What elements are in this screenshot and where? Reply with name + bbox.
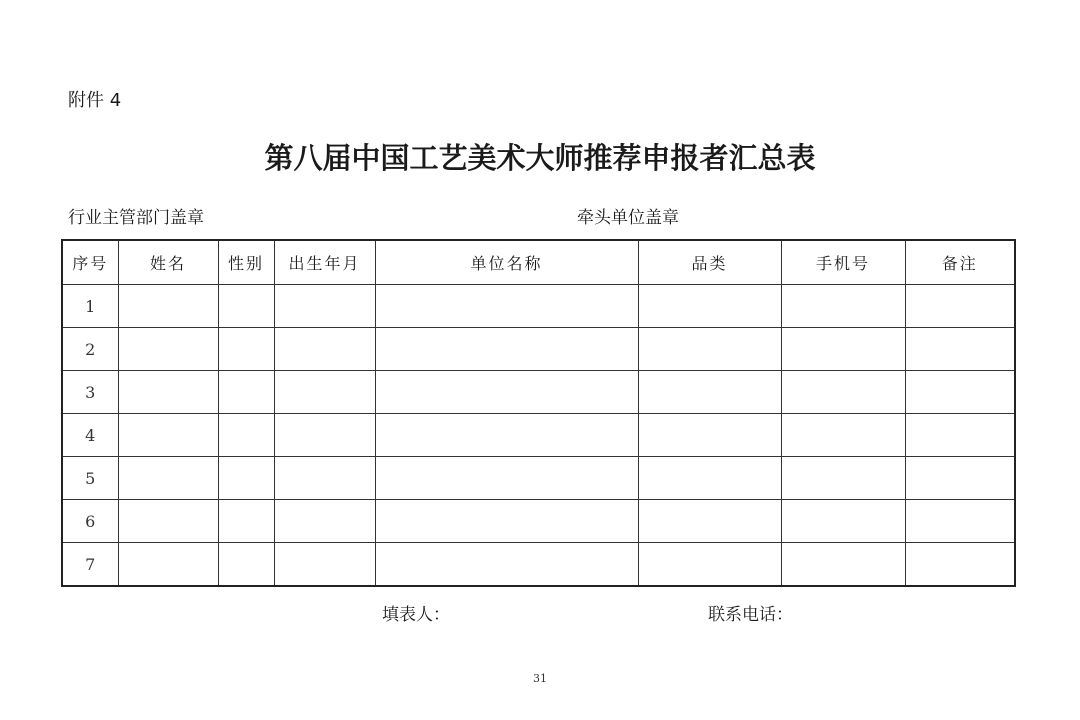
table-row xyxy=(62,371,1015,414)
birth-date-cell[interactable] xyxy=(274,285,375,328)
mobile-cell[interactable] xyxy=(781,457,905,500)
organization-cell[interactable] xyxy=(375,371,638,414)
gender-cell[interactable] xyxy=(218,371,274,414)
name-cell[interactable] xyxy=(118,285,218,328)
category-cell[interactable] xyxy=(638,414,781,457)
table-header-row xyxy=(62,240,1015,285)
header-mobile: 手机号 xyxy=(781,240,905,285)
name-cell[interactable] xyxy=(118,543,218,587)
birth-date-cell[interactable] xyxy=(274,543,375,587)
mobile-cell[interactable] xyxy=(781,371,905,414)
table-row xyxy=(62,457,1015,500)
organization-cell[interactable] xyxy=(375,285,638,328)
remarks-cell[interactable] xyxy=(905,500,1015,543)
table-row xyxy=(62,543,1015,587)
remarks-cell[interactable] xyxy=(905,371,1015,414)
name-cell[interactable] xyxy=(118,371,218,414)
gender-cell[interactable] xyxy=(218,543,274,587)
nominee-summary-table xyxy=(61,239,1016,587)
birth-date-cell[interactable] xyxy=(274,328,375,371)
header-organization: 单位名称 xyxy=(375,240,638,285)
mobile-cell[interactable] xyxy=(781,543,905,587)
document-title: 第八届中国工艺美术大师推荐申报者汇总表 xyxy=(264,141,816,175)
header-serial: 序号 xyxy=(62,240,118,285)
lead-unit-stamp-label: 牵头单位盖章 xyxy=(577,208,679,228)
mobile-cell[interactable] xyxy=(781,285,905,328)
mobile-cell[interactable] xyxy=(781,414,905,457)
table-row xyxy=(62,328,1015,371)
attachment-label: 附件 4 xyxy=(68,90,122,111)
remarks-cell[interactable] xyxy=(905,285,1015,328)
row-number: 1 xyxy=(62,285,118,328)
header-birth-date: 出生年月 xyxy=(274,240,375,285)
row-number: 4 xyxy=(62,414,118,457)
form-filler-label: 填表人： xyxy=(382,605,450,625)
birth-date-cell[interactable] xyxy=(274,500,375,543)
row-number: 5 xyxy=(62,457,118,500)
page-number: 31 xyxy=(533,672,547,685)
category-cell[interactable] xyxy=(638,543,781,587)
row-number: 2 xyxy=(62,328,118,371)
contact-phone-label: 联系电话： xyxy=(708,605,793,625)
mobile-cell[interactable] xyxy=(781,500,905,543)
header-name: 姓名 xyxy=(118,240,218,285)
industry-department-stamp-label: 行业主管部门盖章 xyxy=(68,208,204,228)
birth-date-cell[interactable] xyxy=(274,414,375,457)
remarks-cell[interactable] xyxy=(905,328,1015,371)
table-row xyxy=(62,414,1015,457)
row-number: 3 xyxy=(62,371,118,414)
gender-cell[interactable] xyxy=(218,414,274,457)
remarks-cell[interactable] xyxy=(905,457,1015,500)
category-cell[interactable] xyxy=(638,500,781,543)
organization-cell[interactable] xyxy=(375,328,638,371)
header-gender: 性别 xyxy=(218,240,274,285)
gender-cell[interactable] xyxy=(218,285,274,328)
organization-cell[interactable] xyxy=(375,414,638,457)
table-row xyxy=(62,285,1015,328)
row-number: 7 xyxy=(62,543,118,587)
category-cell[interactable] xyxy=(638,285,781,328)
organization-cell[interactable] xyxy=(375,543,638,587)
organization-cell[interactable] xyxy=(375,500,638,543)
header-remarks: 备注 xyxy=(905,240,1015,285)
category-cell[interactable] xyxy=(638,371,781,414)
category-cell[interactable] xyxy=(638,328,781,371)
mobile-cell[interactable] xyxy=(781,328,905,371)
name-cell[interactable] xyxy=(118,328,218,371)
birth-date-cell[interactable] xyxy=(274,371,375,414)
remarks-cell[interactable] xyxy=(905,414,1015,457)
header-category: 品类 xyxy=(638,240,781,285)
name-cell[interactable] xyxy=(118,500,218,543)
gender-cell[interactable] xyxy=(218,328,274,371)
table-row xyxy=(62,500,1015,543)
birth-date-cell[interactable] xyxy=(274,457,375,500)
gender-cell[interactable] xyxy=(218,457,274,500)
name-cell[interactable] xyxy=(118,457,218,500)
organization-cell[interactable] xyxy=(375,457,638,500)
remarks-cell[interactable] xyxy=(905,543,1015,587)
gender-cell[interactable] xyxy=(218,500,274,543)
category-cell[interactable] xyxy=(638,457,781,500)
row-number: 6 xyxy=(62,500,118,543)
name-cell[interactable] xyxy=(118,414,218,457)
